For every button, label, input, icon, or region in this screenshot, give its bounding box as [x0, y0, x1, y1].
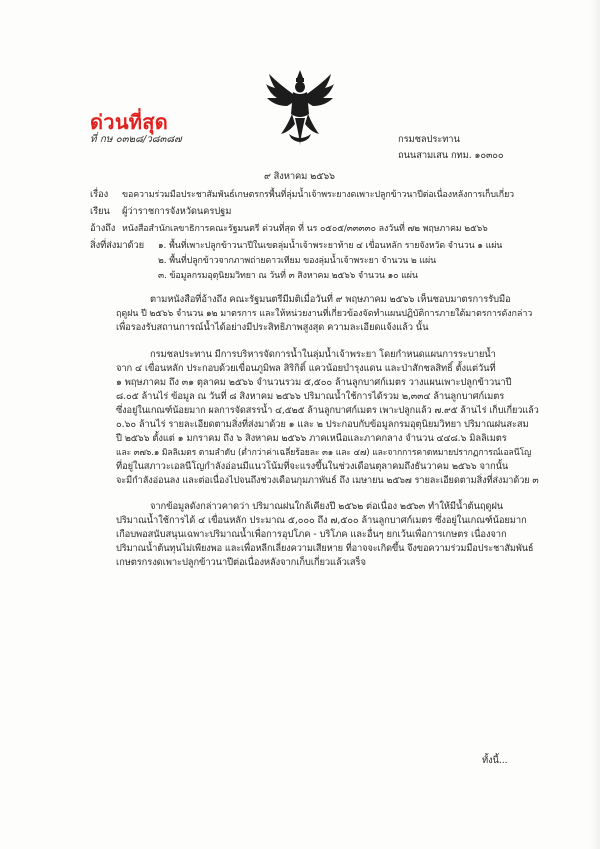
garuda-emblem-icon — [265, 68, 335, 148]
to-text: ผู้ว่าราชการจังหวัดนครปฐม — [122, 206, 232, 217]
paragraph-1-line: ฤดูฝน ปี ๒๕๖๖ จำนวน ๑๒ มาตรการ และให้หน่วยงานที่เกี่ยวข้องจัดทำแผนปฏิบัติการภายใต้มาตรการดังกล่าว — [116, 309, 533, 319]
document-date: ๙ สิงหาคม ๒๕๖๖ — [264, 171, 335, 182]
paragraph-3-line: ปริมาณน้ำต้นทุนไม่เพียงพอ และเพื่อหลีกเลี่ยงความเสียหาย ที่อาจจะเกิดขึ้น จึงขอความร่วมมือประชาสัมพันธ์ — [116, 543, 534, 554]
to-label: เรียน — [90, 206, 110, 217]
paragraph-2-line: กรมชลประทาน มีการบริหารจัดการน้ำในลุ่มน้ำเจ้าพระยา โดยกำหนดแผนการระบายน้ำ — [150, 349, 496, 360]
paragraph-2-line: ๘.๐๕ ล้านไร่ ข้อมูล ณ วันที่ ๘ สิงหาคม ๒๕๖๖ ปริมาณน้ำใช้การได้รวม ๒,๓๓๔ ล้านลูกบาศก์เมตร — [116, 391, 505, 402]
paragraph-2-line: และ ๓๗๖.๑ มิลลิเมตร ตามลำดับ (ต่ำกว่าค่าเฉลี่ยร้อยละ ๓๑ และ ๔๗) และจากการคาดหมายปรากฏการณ์เอลนีโญ — [116, 448, 532, 458]
continuation-marker: ทั้งนี้... — [482, 755, 508, 766]
sender-address: ถนนสามเสน กทม. ๑๐๓๐๐ — [398, 150, 504, 161]
paragraph-1-line: เพื่อรองรับสถานการณ์น้ำได้อย่างมีประสิทธิภาพสูงสุด ความละเอียดแจ้งแล้ว นั้น — [116, 322, 429, 333]
paragraph-2-line: ซึ่งอยู่ในเกณฑ์น้อยมาก ผลการจัดสรรน้ำ ๔,๕๒๕ ล้านลูกบาศก์เมตร เพาะปลูกแล้ว ๗.๙๕ ล้านไร่ เก็บเกี่ยวแล้ว — [116, 405, 539, 416]
reference-label: อ้างถึง — [90, 223, 116, 234]
enclosure-label: สิ่งที่ส่งมาด้วย — [90, 240, 145, 251]
document-number: ที่ กษ ๐๓๒๘/ว๘๓๘๗ — [90, 134, 182, 145]
enclosure-item: ๓. ข้อมูลกรมอุตุนิยมวิทยา ณ วันที่ ๓ สิงหาคม ๒๕๖๖ จำนวน ๑๐ แผ่น — [158, 271, 418, 281]
subject-text: ขอความร่วมมือประชาสัมพันธ์เกษตรกรพื้นที่ลุ่มน้ำเจ้าพระยางดเพาะปลูกข้าวนาปีต่อเนื่องหลังการเก็บเกี่ยว — [122, 190, 515, 200]
paragraph-3-line: เกษตรกรงดเพาะปลูกข้าวนาปีต่อเนื่องหลังจากเก็บเกี่ยวแล้วเสร็จ — [116, 557, 366, 568]
paragraph-3-line: จากข้อมูลดังกล่าวคาดว่า ปริมาณฝนใกล้เคียงปี ๒๕๖๒ ต่อเนื่อง ๒๕๖๓ ทำให้มีน้ำต้นฤดูฝน — [150, 501, 504, 512]
reference-text: หนังสือสำนักเลขาธิการคณะรัฐมนตรี ด่วนที่สุด ที่ นร ๐๕๐๕/๓๓๓๓๐ ลงวันที่ ๗๒ พฤษภาคม ๒๕๖๖ — [122, 224, 488, 234]
paragraph-3-line: เกือบพอสนับสนุนเฉพาะปริมาณน้ำเพื่อการอุปโภค - บริโภค และอื่นๆ ยกเว้นเพื่อการเกษตร เนื่องจาก — [116, 529, 507, 540]
enclosure-item: ๒. พื้นที่ปลูกข้าวจากภาพถ่ายดาวเทียม ของลุ่มน้ำเจ้าพระยา จำนวน ๒ แผ่น — [158, 256, 437, 266]
enclosure-item: ๑. พื้นที่เพาะปลูกข้าวนาปีในเขตลุ่มน้ำเจ้าพระยาท้าย ๔ เขื่อนหลัก รายจังหวัด จำนวน ๑ แผ่น — [158, 241, 503, 251]
sender-department: กรมชลประทาน — [398, 134, 460, 145]
paragraph-3-line: ปริมาณน้ำใช้การได้ ๔ เขื่อนหลัก ประมาณ ๕,๐๐๐ ถึง ๗,๕๐๐ ล้านลูกบาศก์เมตร ซึ่งอยู่ในเกณฑ์น้อยมาก — [116, 515, 527, 526]
paragraph-2-line: จาก ๔ เขื่อนหลัก ประกอบด้วยเขื่อนภูมิพล สิริกิติ์ แควน้อยบำรุงแดน และป่าสักชลสิทธิ์ ตั้งแต่วันที่ — [116, 363, 496, 374]
paragraph-2-line: ปี ๒๕๖๖ ตั้งแต่ ๑ มกราคม ถึง ๖ สิงหาคม ๒๕๖๖ ภาคเหนือและภาคกลาง จำนวน ๔๔๘.๖ มิลลิเมตร — [116, 433, 507, 444]
paragraph-2-line: ๐.๖๐ ล้านไร่ รายละเอียดตามสิ่งที่ส่งมาด้วย ๑ และ ๒ ประกอบกับข้อมูลกรมอุตุนิยมวิทยา ปริมาณฝนสะสม — [116, 419, 529, 430]
paragraph-1-line: ตามหนังสือที่อ้างถึง คณะรัฐมนตรีมีมติเมื่อวันที่ ๙ พฤษภาคม ๒๕๖๖ เห็นชอบมาตรการรับมือ — [150, 294, 511, 305]
urgency-stamp: ด่วนที่สุด — [90, 110, 169, 134]
paragraph-2-line: ที่อยู่ในสภาวะเอลนีโญกำลังอ่อนมีแนวโน้มที่จะแรงขึ้นในช่วงเดือนตุลาคมถึงธันวาคม ๒๕๖๖ จากนั้น — [116, 461, 509, 472]
scan-shadow — [590, 0, 600, 849]
paragraph-2-line: จะมีกำลังอ่อนลง และต่อเนื่องไปจนถึงช่วงเดือนกุมภาพันธ์ ถึง เมษายน ๒๕๖๗ รายละเอียดตามสิ่งที่ส่งมาด้วย ๓ — [116, 475, 539, 486]
paragraph-2-line: ๑ พฤษภาคม ถึง ๓๑ ตุลาคม ๒๕๖๖ จำนวนรวม ๕,๕๐๐ ล้านลูกบาศก์เมตร วางแผนเพาะปลูกข้าวนาปี — [116, 377, 512, 388]
subject-label: เรื่อง — [90, 189, 109, 200]
